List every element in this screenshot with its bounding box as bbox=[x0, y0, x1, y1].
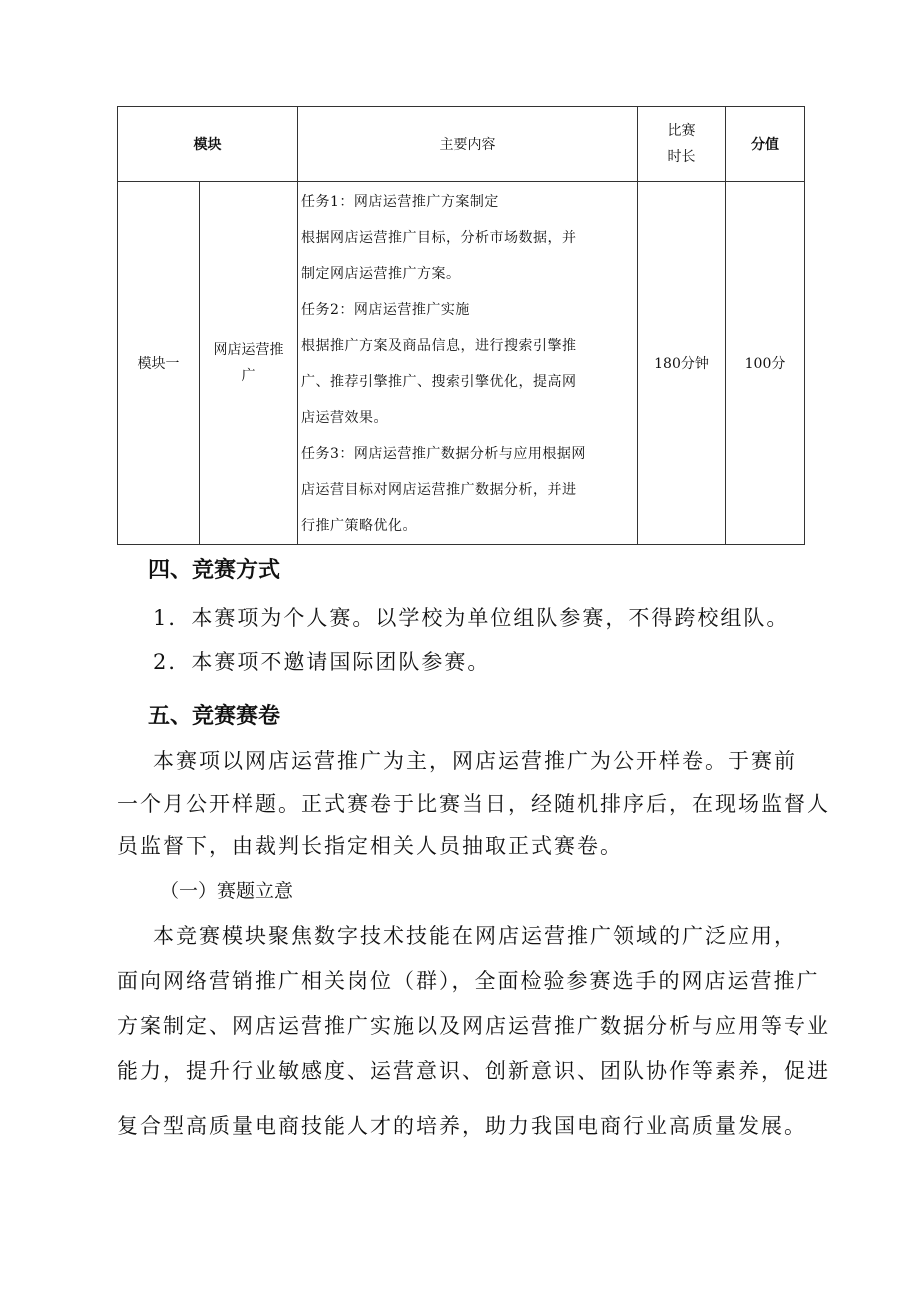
header-duration bbox=[638, 107, 726, 182]
content-line: 任务2：网店运营推广实施 bbox=[301, 302, 470, 318]
section-4-item-1: 1．本赛项为个人赛。以学校为单位组队参赛，不得跨校组队。 bbox=[153, 606, 790, 630]
module-name-line2: 广 bbox=[241, 368, 256, 384]
table-header-row bbox=[118, 107, 805, 182]
section-5-para2-line-4: 能力，提升行业敏感度、运营意识、创新意识、团队协作等素养，促进 bbox=[117, 1059, 830, 1083]
section-5-para2-line-2: 面向网络营销推广相关岗位（群），全面检验参赛选手的网店运营推广 bbox=[117, 969, 820, 993]
header-content: 主要内容 bbox=[298, 107, 638, 182]
content-line: 任务3：网店运营推广数据分析与应用根据网 bbox=[301, 446, 586, 462]
content-line: 根据推广方案及商品信息，进行搜索引擎推 bbox=[301, 338, 577, 354]
content-line: 行推广策略优化。 bbox=[301, 518, 417, 534]
table-row bbox=[118, 182, 805, 545]
section-5-para2-line-5: 复合型高质量电商技能人才的培养，助力我国电商行业高质量发展。 bbox=[117, 1114, 807, 1138]
cell-content bbox=[298, 182, 638, 545]
section-5-para-line-2: 一个月公开样题。正式赛卷于比赛当日，经随机排序后，在现场监督人 bbox=[117, 792, 830, 816]
subheading-purpose: （一）赛题立意 bbox=[160, 880, 294, 902]
header-duration-line1: 比赛 bbox=[667, 123, 696, 139]
section-5-para2-line-3: 方案制定、网店运营推广实施以及网店运营推广数据分析与应用等专业 bbox=[117, 1014, 830, 1038]
content-line: 任务1：网店运营推广方案制定 bbox=[301, 194, 499, 210]
content-line: 店运营效果。 bbox=[301, 410, 388, 426]
section-4-item-2: 2．本赛项不邀请国际团队参赛。 bbox=[153, 650, 491, 674]
content-line: 制定网店运营推广方案。 bbox=[301, 266, 461, 282]
content-line: 广、推荐引擎推广、搜索引擎优化，提高网 bbox=[301, 374, 577, 390]
section-5-para-line-3: 员监督下，由裁判长指定相关人员抽取正式赛卷。 bbox=[117, 834, 623, 858]
section-5-para2-line-1: 本竞赛模块聚焦数字技术技能在网店运营推广领域的广泛应用， bbox=[153, 924, 797, 948]
section-4-title: 四、竞赛方式 bbox=[148, 557, 281, 583]
cell-score: 100分 bbox=[726, 182, 805, 545]
header-module: 模块 bbox=[118, 107, 298, 182]
cell-duration: 180分钟 bbox=[638, 182, 726, 545]
section-5-para-line-1: 本赛项以网店运营推广为主，网店运营推广为公开样卷。于赛前 bbox=[153, 749, 797, 773]
section-5-title: 五、竞赛赛卷 bbox=[148, 703, 281, 729]
module-name-line1: 网店运营推 bbox=[213, 342, 284, 358]
content-line: 根据网店运营推广目标，分析市场数据，并 bbox=[301, 230, 577, 246]
cell-module: 模块一 bbox=[118, 182, 200, 545]
header-duration-line2: 时长 bbox=[667, 149, 696, 165]
competition-module-table bbox=[117, 106, 805, 545]
cell-module-name bbox=[200, 182, 298, 545]
header-score: 分值 bbox=[726, 107, 805, 182]
content-line: 店运营目标对网店运营推广数据分析，并进 bbox=[301, 482, 577, 498]
